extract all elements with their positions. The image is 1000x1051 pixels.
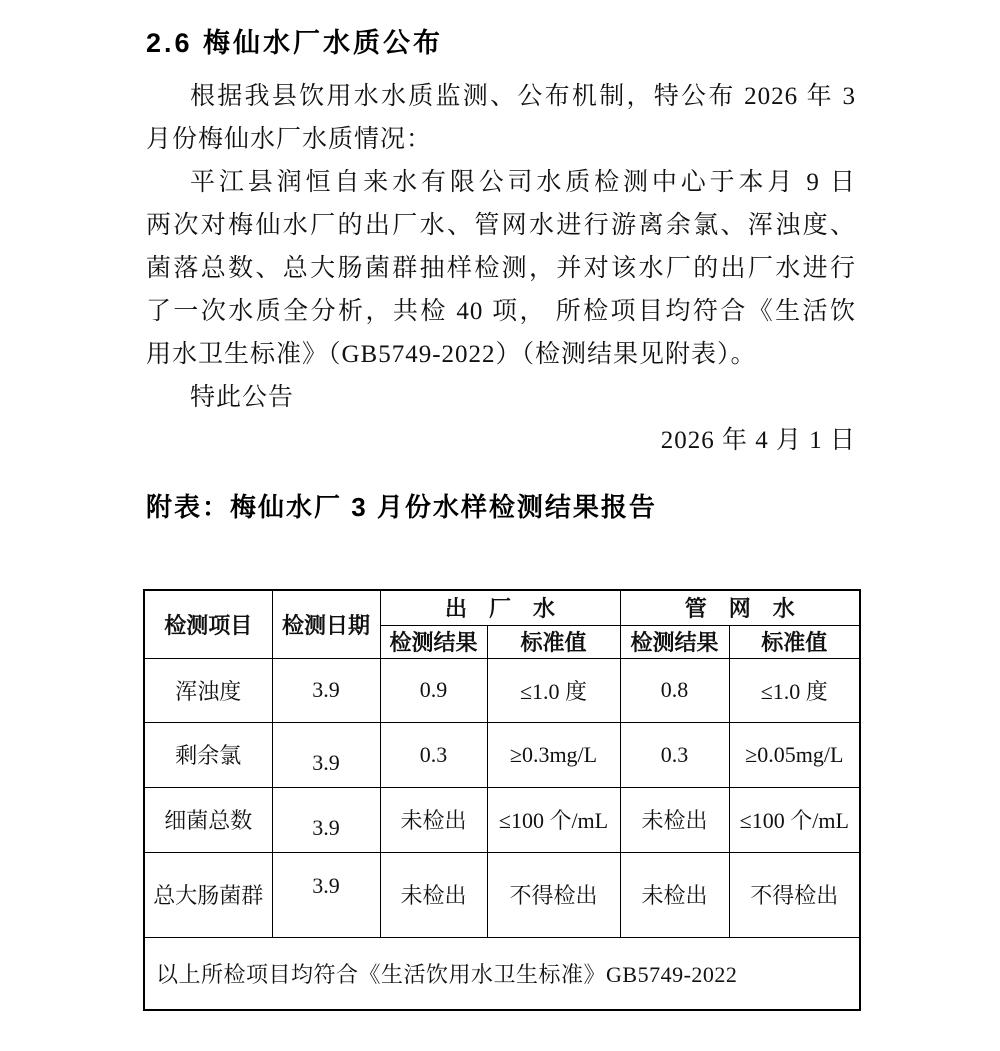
header-date: 检测日期 — [272, 590, 380, 658]
cell-pipe-standard: ≤1.0 度 — [729, 658, 860, 722]
cell-item: 细菌总数 — [144, 787, 272, 852]
cell-date: 3.9 — [272, 658, 380, 722]
cell-factory-result: 未检出 — [380, 787, 487, 852]
cell-pipe-result: 0.3 — [620, 722, 729, 787]
cell-item: 总大肠菌群 — [144, 852, 272, 937]
date-line: 2026 年 4 月 1 日 — [660, 427, 856, 454]
cell-item: 浑浊度 — [144, 658, 272, 722]
paragraph-line: 两次对梅仙水厂的出厂水、管网水进行游离余氯、浑浊度、 — [146, 212, 856, 239]
section-heading: 2.6 梅仙水厂水质公布 — [146, 28, 444, 58]
table-header-row-1 — [144, 590, 860, 625]
cell-factory-result: 未检出 — [380, 852, 487, 937]
paragraph-line: 平江县润恒自来水有限公司水质检测中心于本月 9 日 — [190, 169, 856, 196]
cell-pipe-result: 未检出 — [620, 852, 729, 937]
cell-pipe-standard: 不得检出 — [729, 852, 860, 937]
cell-date: 3.9 — [272, 787, 380, 852]
cell-pipe-standard: ≤100 个/mL — [729, 787, 860, 852]
header-factory-standard: 标准值 — [487, 625, 620, 658]
cell-factory-result: 0.9 — [380, 658, 487, 722]
cell-factory-standard: ≤100 个/mL — [487, 787, 620, 852]
header-pipe-standard: 标准值 — [729, 625, 860, 658]
header-factory-result: 检测结果 — [380, 625, 487, 658]
announcement-body — [146, 75, 856, 462]
cell-pipe-standard: ≥0.05mg/L — [729, 722, 860, 787]
table-row — [144, 852, 860, 937]
header-pipe-result: 检测结果 — [620, 625, 729, 658]
attachment-heading: 附表：梅仙水厂 3 月份水样检测结果报告 — [146, 492, 657, 522]
table-row — [144, 658, 860, 722]
header-factory-water: 出 厂 水 — [380, 590, 620, 625]
header-pipe-water: 管 网 水 — [620, 590, 860, 625]
table-footnote-row — [144, 937, 860, 1010]
paragraph-line: 菌落总数、总大肠菌群抽样检测，并对该水厂的出厂水进行 — [146, 255, 856, 282]
table-row — [144, 787, 860, 852]
cell-factory-standard: ≤1.0 度 — [487, 658, 620, 722]
paragraph-line: 了一次水质全分析，共检 40 项， 所检项目均符合《生活饮 — [146, 298, 856, 325]
table-footnote: 以上所检项目均符合《生活饮用水卫生标准》GB5749-2022 — [144, 937, 860, 1010]
closing-line: 特此公告 — [190, 384, 295, 411]
paragraph-line: 月份梅仙水厂水质情况： — [146, 126, 433, 153]
cell-factory-result: 0.3 — [380, 722, 487, 787]
paragraph-line: 用水卫生标准》（GB5749-2022）（检测结果见附表）。 — [146, 341, 757, 368]
cell-date: 3.9 — [272, 852, 380, 937]
cell-factory-standard: 不得检出 — [487, 852, 620, 937]
cell-pipe-result: 0.8 — [620, 658, 729, 722]
water-quality-table — [143, 589, 861, 1011]
paragraph-line: 根据我县饮用水水质监测、公布机制，特公布 2026 年 3 — [190, 83, 856, 110]
header-item: 检测项目 — [144, 590, 272, 658]
cell-factory-standard: ≥0.3mg/L — [487, 722, 620, 787]
cell-date: 3.9 — [272, 722, 380, 787]
cell-pipe-result: 未检出 — [620, 787, 729, 852]
cell-item: 剩余氯 — [144, 722, 272, 787]
table-row — [144, 722, 860, 787]
